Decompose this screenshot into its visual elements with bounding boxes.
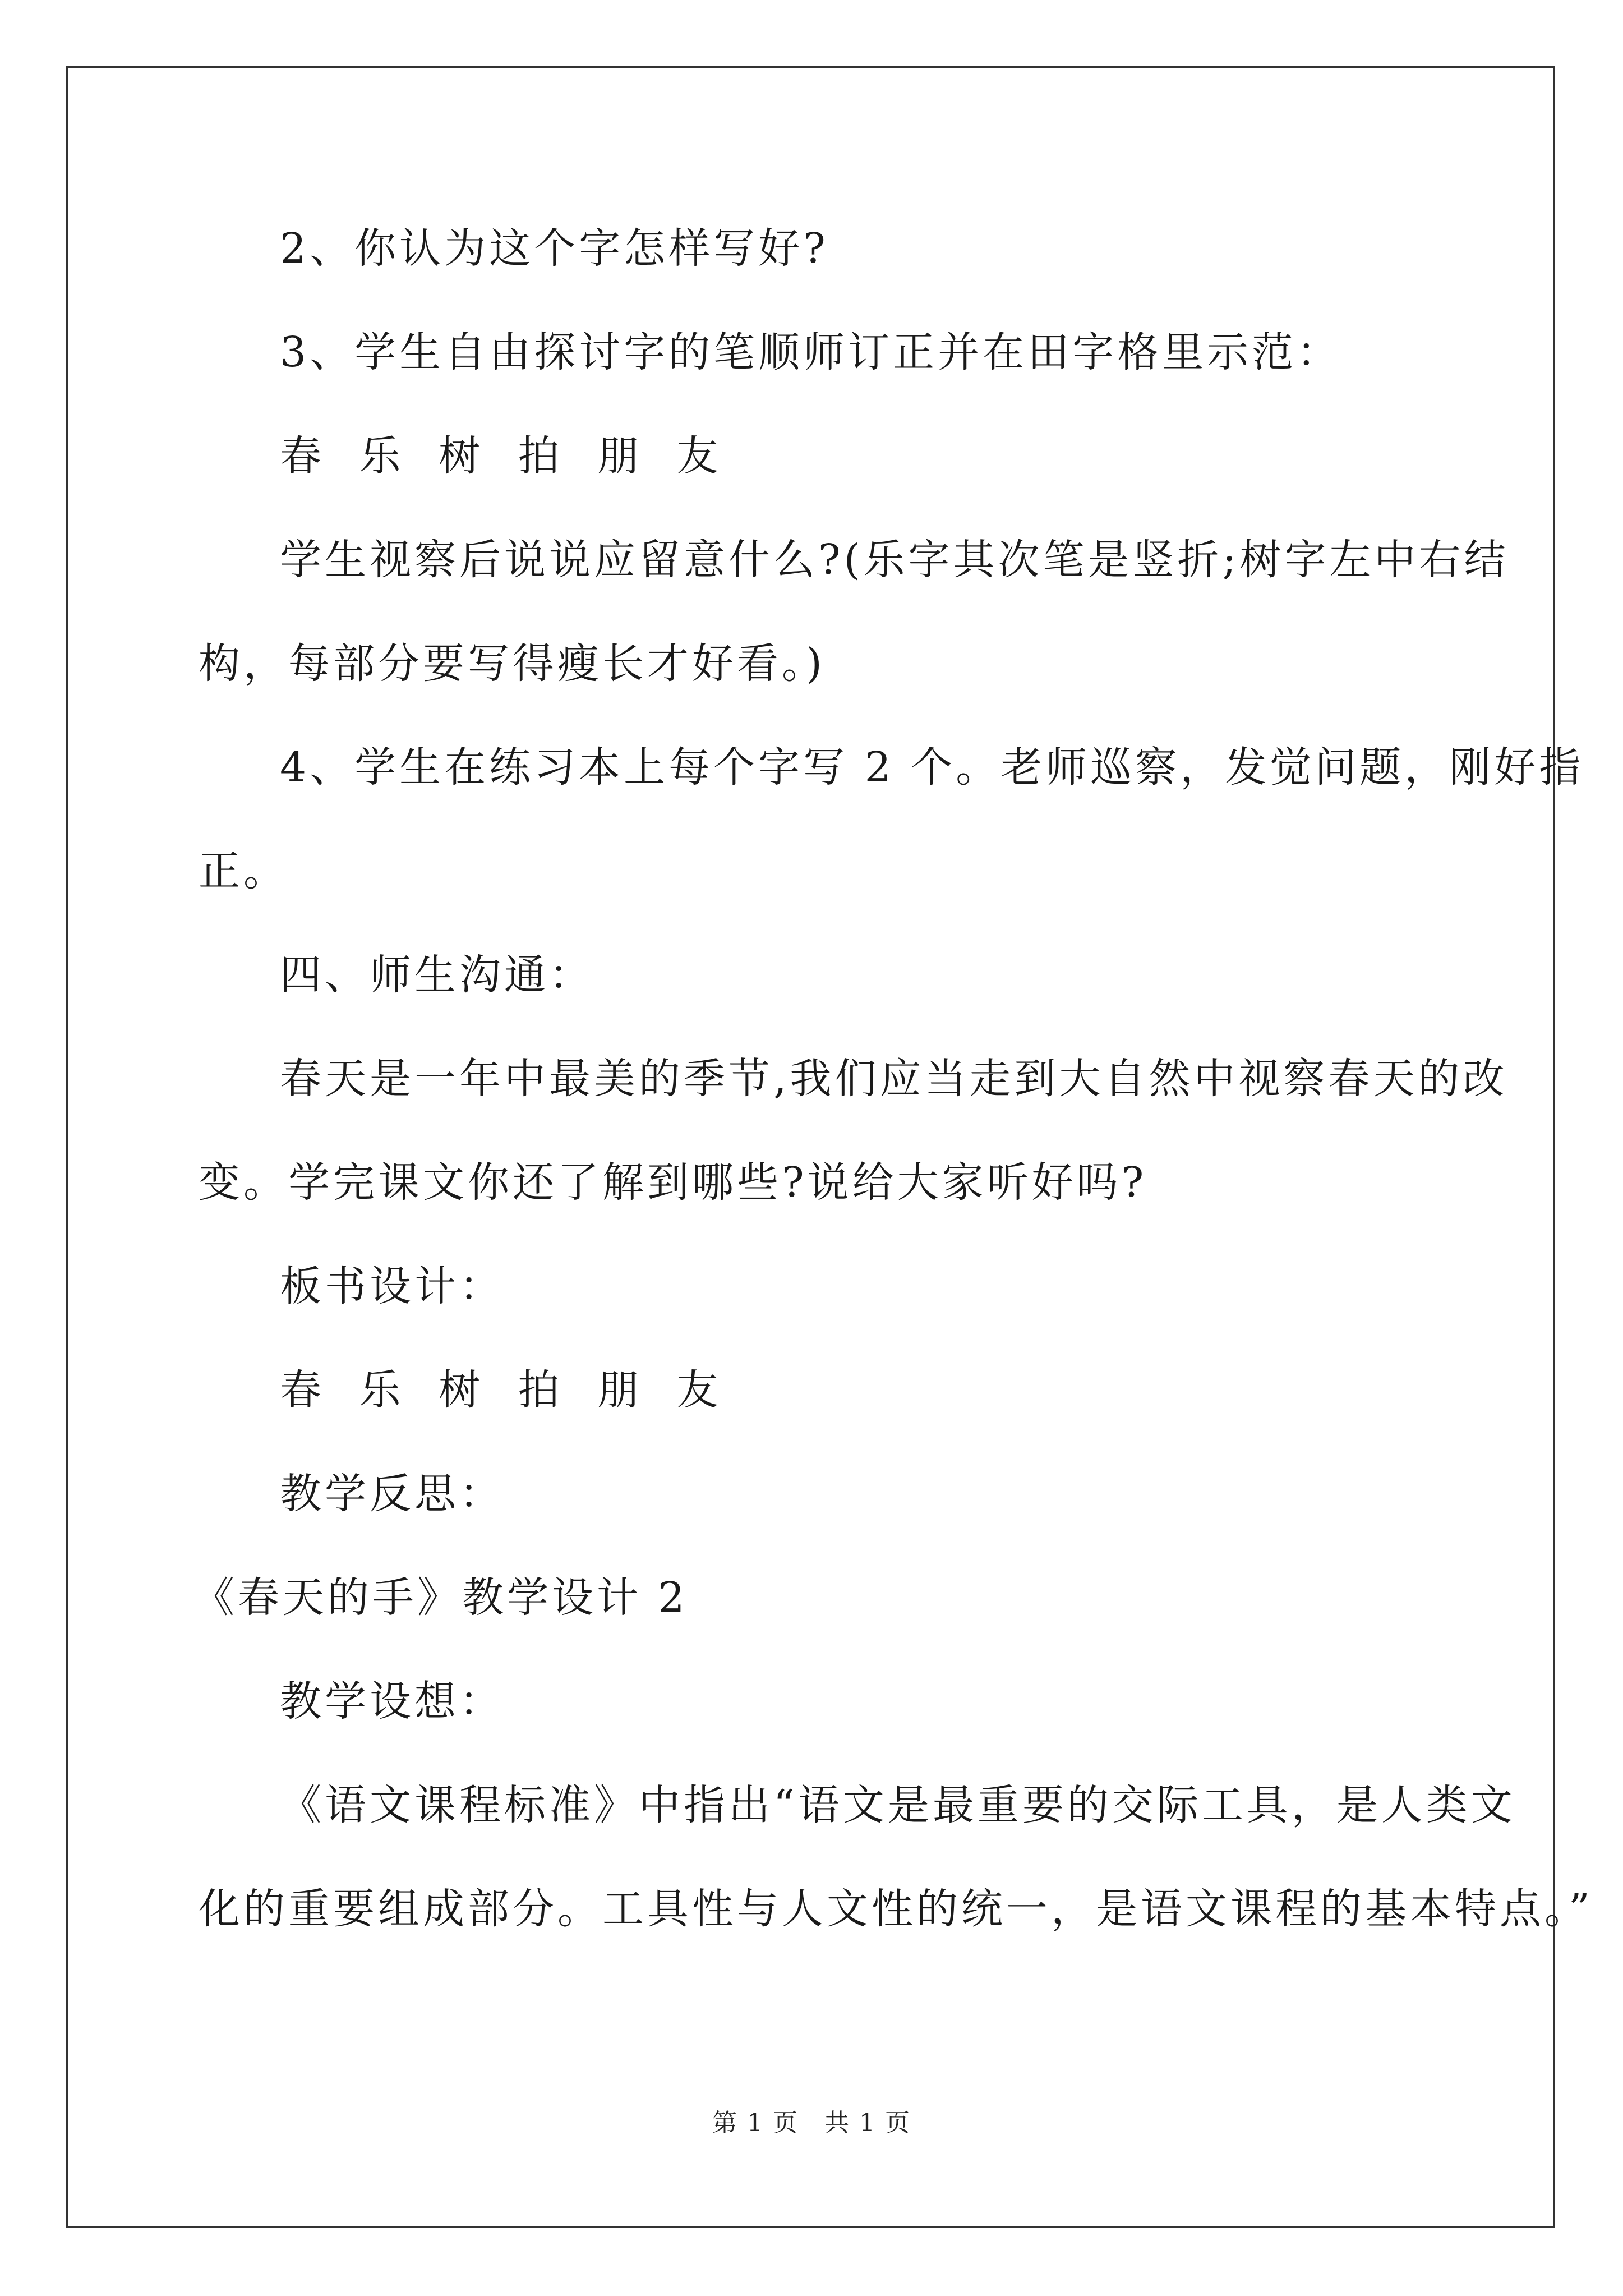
- character-list: 春 乐 树 拍 朋 友: [280, 1366, 718, 1414]
- page-footer: [0, 2106, 1623, 2140]
- paragraph-line: 4、学生在练习本上每个字写 2 个。老师巡察，发觉问题，刚好指: [280, 743, 1584, 792]
- section-heading: 教学设想：: [280, 1677, 504, 1726]
- paragraph-line: 正。: [199, 847, 288, 895]
- section-heading: 四、师生沟通：: [280, 951, 594, 999]
- page-number: 第 1 页: [712, 2109, 799, 2137]
- section-heading: 教学反思：: [280, 1470, 504, 1518]
- paragraph-line: 学生视察后说说应留意什么?(乐字其次笔是竖折;树字左中右结: [280, 536, 1509, 584]
- paragraph-line: 2、你认为这个字怎样写好?: [280, 224, 829, 273]
- paragraph-line: 变。学完课文你还了解到哪些?说给大家听好吗?: [199, 1158, 1147, 1207]
- character-list: 春 乐 树 拍 朋 友: [280, 432, 718, 480]
- page-total: 共 1 页: [824, 2109, 911, 2137]
- document-title: 《春天的手》教学设计 2: [193, 1573, 688, 1622]
- paragraph-line: 3、学生自由探讨字的笔顺师订正并在田字格里示范：: [280, 328, 1342, 376]
- paragraph-line: 化的重要组成部分。工具性与人文性的统一，是语文课程的基本特点。”: [199, 1885, 1593, 1933]
- paragraph-line: 春天是一年中最美的季节,我们应当走到大自然中视察春天的改: [280, 1055, 1508, 1103]
- paragraph-line: 构，每部分要写得瘦长才好看。): [199, 639, 826, 688]
- paragraph-line: 《语文课程标准》中指出“语文是最重要的交际工具，是人类文: [280, 1781, 1516, 1829]
- section-heading: 板书设计：: [280, 1262, 504, 1310]
